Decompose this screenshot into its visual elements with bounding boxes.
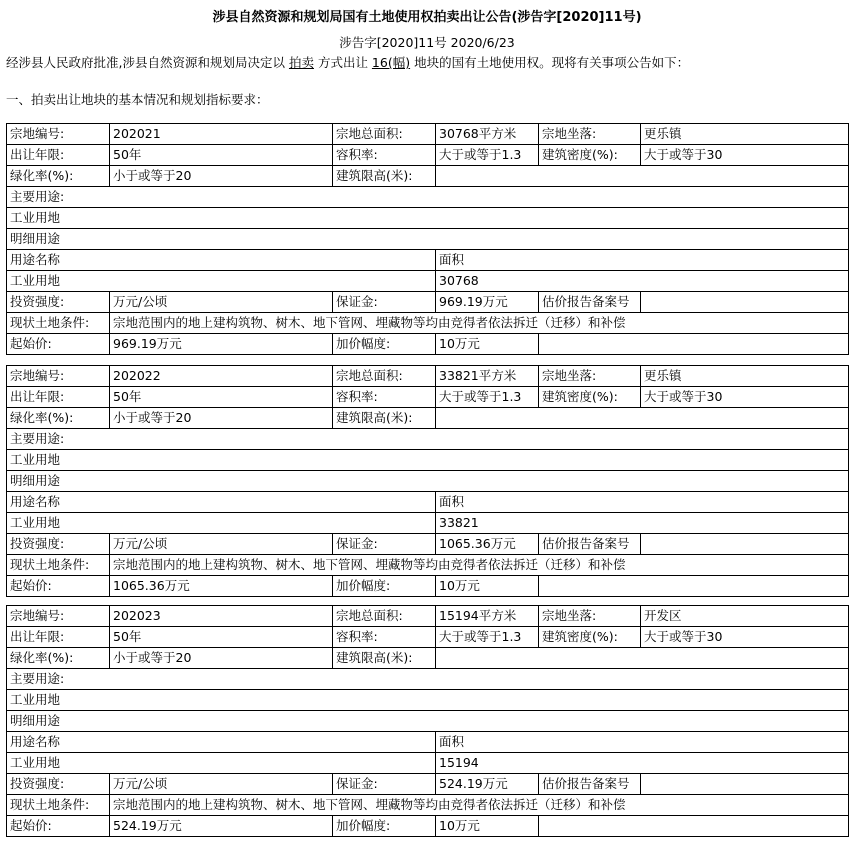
- green: 小于或等于20: [110, 648, 333, 669]
- far: 大于或等于1.3: [436, 627, 539, 648]
- label-investment: 投资强度:: [7, 292, 110, 313]
- label-term: 出让年限:: [7, 627, 110, 648]
- label-term: 出让年限:: [7, 387, 110, 408]
- section-heading: 一、拍卖出让地块的基本情况和规划指标要求：: [6, 92, 269, 107]
- condition: 宗地范围内的地上建构筑物、树木、地下管网、埋藏物等均由竞得者依法拆迁（迁移）和补偿: [110, 555, 849, 576]
- use-area: 30768: [436, 271, 849, 292]
- start-price: 524.19万元: [110, 816, 333, 837]
- appraisal-no: [641, 534, 849, 555]
- investment: 万元/公顷: [110, 534, 333, 555]
- label-green: 绿化率(%):: [7, 648, 110, 669]
- investment: 万元/公顷: [110, 774, 333, 795]
- use-name: 工业用地: [7, 271, 436, 292]
- use-name: 工业用地: [7, 513, 436, 534]
- term: 50年: [110, 627, 333, 648]
- investment: 万元/公顷: [110, 292, 333, 313]
- location: 开发区: [641, 606, 849, 627]
- label-use-name: 用途名称: [7, 250, 436, 271]
- label-condition: 现状土地条件:: [7, 555, 110, 576]
- label-condition: 现状土地条件:: [7, 795, 110, 816]
- label-detail-use: 明细用途: [7, 229, 849, 250]
- label-location: 宗地坐落:: [539, 606, 641, 627]
- parcel-no: 202023: [110, 606, 333, 627]
- label-use-name: 用途名称: [7, 732, 436, 753]
- label-area: 面积: [436, 250, 849, 271]
- label-parcel-no: 宗地编号:: [7, 606, 110, 627]
- label-deposit: 保证金:: [333, 534, 436, 555]
- label-increment: 加价幅度:: [333, 816, 436, 837]
- page-title: 涉县自然资源和规划局国有土地使用权拍卖出让公告(涉告字[2020]11号): [212, 10, 642, 25]
- label-main-use: 主要用途:: [7, 429, 849, 450]
- label-deposit: 保证金:: [333, 292, 436, 313]
- deposit: 1065.36万元: [436, 534, 539, 555]
- empty-cell: [539, 816, 849, 837]
- label-investment: 投资强度:: [7, 774, 110, 795]
- label-location: 宗地坐落:: [539, 124, 641, 145]
- appraisal-no: [641, 774, 849, 795]
- label-increment: 加价幅度:: [333, 576, 436, 597]
- increment: 10万元: [436, 576, 539, 597]
- label-use-name: 用途名称: [7, 492, 436, 513]
- condition: 宗地范围内的地上建构筑物、树木、地下管网、埋藏物等均由竞得者依法拆迁（迁移）和补偿: [110, 795, 849, 816]
- label-height: 建筑限高(米):: [333, 166, 436, 187]
- intro-count: 16(幅): [371, 55, 411, 70]
- document-number: 涉告字[2020]11号 2020/6/23: [339, 35, 515, 50]
- label-area: 面积: [436, 492, 849, 513]
- label-green: 绿化率(%):: [7, 408, 110, 429]
- deposit: 969.19万元: [436, 292, 539, 313]
- main-use: 工业用地: [7, 450, 849, 471]
- label-parcel-no: 宗地编号:: [7, 124, 110, 145]
- label-parcel-no: 宗地编号:: [7, 366, 110, 387]
- label-appraisal: 估价报告备案号: [539, 534, 641, 555]
- main-use: 工业用地: [7, 208, 849, 229]
- intro-suffix: 地块的国有土地使用权。现将有关事项公告如下：: [410, 55, 690, 70]
- use-area: 33821: [436, 513, 849, 534]
- label-density: 建筑密度(%):: [539, 145, 641, 166]
- increment: 10万元: [436, 816, 539, 837]
- label-far: 容积率:: [333, 627, 436, 648]
- label-total-area: 宗地总面积:: [333, 606, 436, 627]
- intro-prefix: 经涉县人民政府批准,涉县自然资源和规划局决定以: [6, 55, 289, 70]
- label-detail-use: 明细用途: [7, 471, 849, 492]
- density: 大于或等于30: [641, 387, 849, 408]
- intro-method: 拍卖: [288, 55, 314, 70]
- density: 大于或等于30: [641, 145, 849, 166]
- label-density: 建筑密度(%):: [539, 387, 641, 408]
- parcel-no: 202021: [110, 124, 333, 145]
- parcel-row-green: [7, 166, 849, 187]
- label-increment: 加价幅度:: [333, 334, 436, 355]
- green: 小于或等于20: [110, 166, 333, 187]
- empty-cell: [539, 334, 849, 355]
- height-limit: [436, 408, 849, 429]
- location: 更乐镇: [641, 366, 849, 387]
- total-area: 33821平方米: [436, 366, 539, 387]
- total-area: 15194平方米: [436, 606, 539, 627]
- total-area: 30768平方米: [436, 124, 539, 145]
- parcel-no: 202022: [110, 366, 333, 387]
- parcel-table: [6, 605, 849, 837]
- label-height: 建筑限高(米):: [333, 648, 436, 669]
- intro-paragraph: [6, 53, 689, 71]
- height-limit: [436, 166, 849, 187]
- label-main-use: 主要用途:: [7, 669, 849, 690]
- location: 更乐镇: [641, 124, 849, 145]
- far: 大于或等于1.3: [436, 387, 539, 408]
- use-name: 工业用地: [7, 753, 436, 774]
- condition: 宗地范围内的地上建构筑物、树木、地下管网、埋藏物等均由竞得者依法拆迁（迁移）和补偿: [110, 313, 849, 334]
- label-far: 容积率:: [333, 387, 436, 408]
- density: 大于或等于30: [641, 627, 849, 648]
- far: 大于或等于1.3: [436, 145, 539, 166]
- label-total-area: 宗地总面积:: [333, 366, 436, 387]
- empty-cell: [539, 576, 849, 597]
- label-area: 面积: [436, 732, 849, 753]
- label-appraisal: 估价报告备案号: [539, 774, 641, 795]
- label-density: 建筑密度(%):: [539, 627, 641, 648]
- label-term: 出让年限:: [7, 145, 110, 166]
- use-area: 15194: [436, 753, 849, 774]
- label-far: 容积率:: [333, 145, 436, 166]
- label-height: 建筑限高(米):: [333, 408, 436, 429]
- start-price: 969.19万元: [110, 334, 333, 355]
- label-green: 绿化率(%):: [7, 166, 110, 187]
- term: 50年: [110, 387, 333, 408]
- label-condition: 现状土地条件:: [7, 313, 110, 334]
- label-start-price: 起始价:: [7, 576, 110, 597]
- label-total-area: 宗地总面积:: [333, 124, 436, 145]
- height-limit: [436, 648, 849, 669]
- parcel-row-basic: [7, 124, 849, 145]
- start-price: 1065.36万元: [110, 576, 333, 597]
- term: 50年: [110, 145, 333, 166]
- label-deposit: 保证金:: [333, 774, 436, 795]
- label-detail-use: 明细用途: [7, 711, 849, 732]
- label-start-price: 起始价:: [7, 334, 110, 355]
- deposit: 524.19万元: [436, 774, 539, 795]
- label-investment: 投资强度:: [7, 534, 110, 555]
- parcel-table: [6, 123, 849, 355]
- label-location: 宗地坐落:: [539, 366, 641, 387]
- intro-mid: 方式出让: [313, 55, 372, 70]
- label-start-price: 起始价:: [7, 816, 110, 837]
- main-use: 工业用地: [7, 690, 849, 711]
- appraisal-no: [641, 292, 849, 313]
- parcel-table: [6, 365, 849, 597]
- parcel-row-term: [7, 145, 849, 166]
- label-appraisal: 估价报告备案号: [539, 292, 641, 313]
- green: 小于或等于20: [110, 408, 333, 429]
- increment: 10万元: [436, 334, 539, 355]
- label-main-use: 主要用途:: [7, 187, 849, 208]
